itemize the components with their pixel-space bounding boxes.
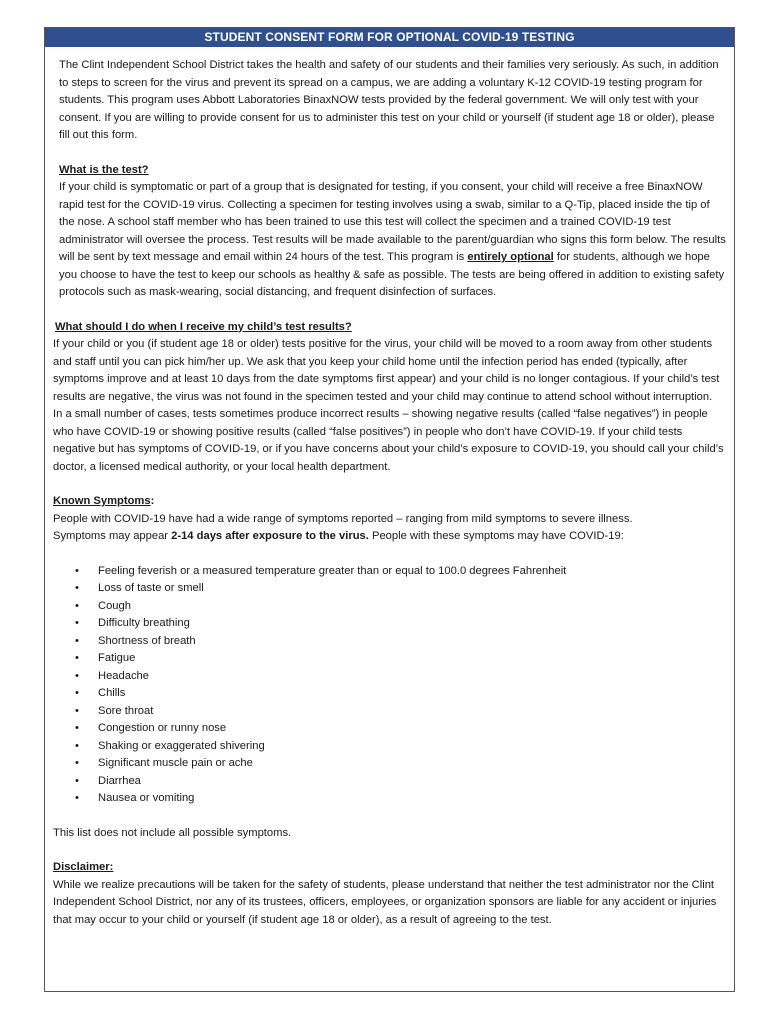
bullet-icon: • xyxy=(75,652,79,664)
bullet-icon: • xyxy=(75,669,79,682)
symptom-list-item xyxy=(45,685,734,703)
disclaimer-paragraph: While we realize precautions will be taken for the safety of students, please understand that neither the test administrator nor the Clint Independent School District, nor any of its trustees, officers, employees, or organization sponsors are liable for any accident or injuries that may occur to your child or yourself (if student age 18 or older), as a result of agreeing to the test. xyxy=(53,878,717,926)
symptom-text: Diarrhea xyxy=(98,774,141,787)
symptom-text: Chills xyxy=(98,687,126,699)
symptom-list-item xyxy=(45,615,734,633)
symptom-text: Feeling feverish or a measured temperature greater than or equal to 100.0 degrees Fahrenheit xyxy=(98,564,567,577)
test-paragraph xyxy=(45,179,734,302)
test-emphasis: entirely optional xyxy=(467,251,554,263)
bullet-icon: • xyxy=(75,634,79,647)
bullet-icon: • xyxy=(75,774,79,787)
test-body-after: for students, although we hope you choose to have the test to keep our schools as healthy & safe as possible. The tests are being offered in addition to existing safety protocols such as mask-wearing, social distancing, and frequent disinfection of surfaces. xyxy=(59,251,725,298)
bullet-icon: • xyxy=(75,599,79,612)
symptoms-intro-2-after: People with these symptoms may have COVID-19: xyxy=(368,530,624,542)
bullet-icon: • xyxy=(75,757,79,769)
test-body-before: If your child is symptomatic or part of a group that is designated for testing, if you consent, your child will receive a free BinaxNOW rapid test for the COVID-19 virus. Collecting a specimen for testing involves using a swab, similar to a Q-Tip, placed inside the tip of the nose. A school staff member who has been trained to use this test will collect the specimen and a trained COVID-19 test administrator will oversee the process. Test results will be made available to the parent/guardian who signs this form below. The results will be sent by text message and email within 24 hours of the test. This program is xyxy=(59,181,726,263)
symptoms-intro-2 xyxy=(45,528,734,546)
symptom-text: Sore throat xyxy=(98,704,154,717)
symptom-text: Congestion or runny nose xyxy=(98,722,227,734)
symptoms-heading-line xyxy=(45,493,734,511)
symptoms-heading-suffix: : xyxy=(150,495,155,507)
symptoms-intro-2-bold: 2-14 days after exposure to the virus. xyxy=(171,530,369,542)
symptom-text: Difficulty breathing xyxy=(98,617,190,629)
symptom-list-item xyxy=(45,773,734,791)
symptom-list-item xyxy=(45,580,734,598)
symptom-text: Fatigue xyxy=(98,652,136,664)
bullet-icon: • xyxy=(75,617,79,629)
symptom-list-item xyxy=(45,755,734,773)
consent-form xyxy=(44,27,735,992)
symptom-list-item xyxy=(45,738,734,756)
symptom-text: Headache xyxy=(98,669,150,682)
symptom-list xyxy=(45,563,734,808)
bullet-icon: • xyxy=(75,792,79,804)
symptom-list-item xyxy=(45,720,734,738)
disclaimer-heading: Disclaimer: xyxy=(53,861,114,873)
symptoms-heading: Known Symptoms xyxy=(53,495,151,507)
symptom-list-item xyxy=(45,790,734,808)
symptoms-intro-2-before: Symptoms may appear xyxy=(53,530,172,542)
symptom-text: Loss of taste or smell xyxy=(98,582,204,594)
symptom-list-item xyxy=(45,598,734,616)
symptom-text: Shortness of breath xyxy=(98,634,196,647)
results-heading: What should I do when I receive my child’s test results? xyxy=(55,320,352,333)
results-paragraph: If your child or you (if student age 18 or older) tests positive for the virus, your child will be moved to a room away from other students and staff until you can pick him/her up. We ask that you keep your child home until the infection period has ended (typically, after symptoms improve and at least 10 days from the date symptoms first appear) and your child is no longer contagious. If your child’s test results are negative, the virus was not found in the specimen tested and your child may continue to attend school without interruption. In a small number of cases, tests sometimes produce incorrect results – showing negative results (called “false negatives”) in people who have COVID-19 or showing positive results (called “false positives”) in people who don’t have COVID-19. If your child tests negative but has symptoms of COVID-19, or if you have concerns about your child’s exposure to COVID-19, you should call your child’s doctor, a licensed medical authority, or your local health department. xyxy=(53,338,724,473)
symptom-text: Shaking or exaggerated shivering xyxy=(98,739,265,752)
bullet-icon: • xyxy=(75,739,79,752)
form-content xyxy=(45,47,734,991)
symptom-list-item xyxy=(45,668,734,686)
symptom-list-item xyxy=(45,703,734,721)
symptom-text: Significant muscle pain or ache xyxy=(98,757,253,769)
symptoms-footer: This list does not include all possible symptoms. xyxy=(53,826,292,839)
bullet-icon: • xyxy=(75,582,79,594)
symptom-list-item xyxy=(45,650,734,668)
bullet-icon: • xyxy=(75,704,79,717)
symptom-text: Cough xyxy=(98,599,131,612)
bullet-icon: • xyxy=(75,687,79,699)
symptom-list-item xyxy=(45,633,734,651)
symptom-list-item xyxy=(45,563,734,581)
bullet-icon: • xyxy=(75,564,79,577)
bullet-icon: • xyxy=(75,722,79,734)
intro-paragraph: The Clint Independent School District takes the health and safety of our students and their families very seriously. As such, in addition to steps to screen for the virus and prevent its spread on a campus, we are adding a voluntary K-12 COVID-19 testing program for students. This program uses Abbott Laboratories BinaxNOW tests provided by the federal government. We will only test with your consent. If you are willing to provide consent for us to administer this test on your child or yourself (if student age 18 or older), please fill out this form. xyxy=(59,59,719,141)
form-title: STUDENT CONSENT FORM FOR OPTIONAL COVID-19 TESTING xyxy=(45,28,734,47)
symptom-text: Nausea or vomiting xyxy=(98,792,195,804)
test-heading: What is the test? xyxy=(59,163,149,176)
symptoms-intro-1: People with COVID-19 have had a wide range of symptoms reported – ranging from mild symptoms to severe illness. xyxy=(53,512,633,525)
